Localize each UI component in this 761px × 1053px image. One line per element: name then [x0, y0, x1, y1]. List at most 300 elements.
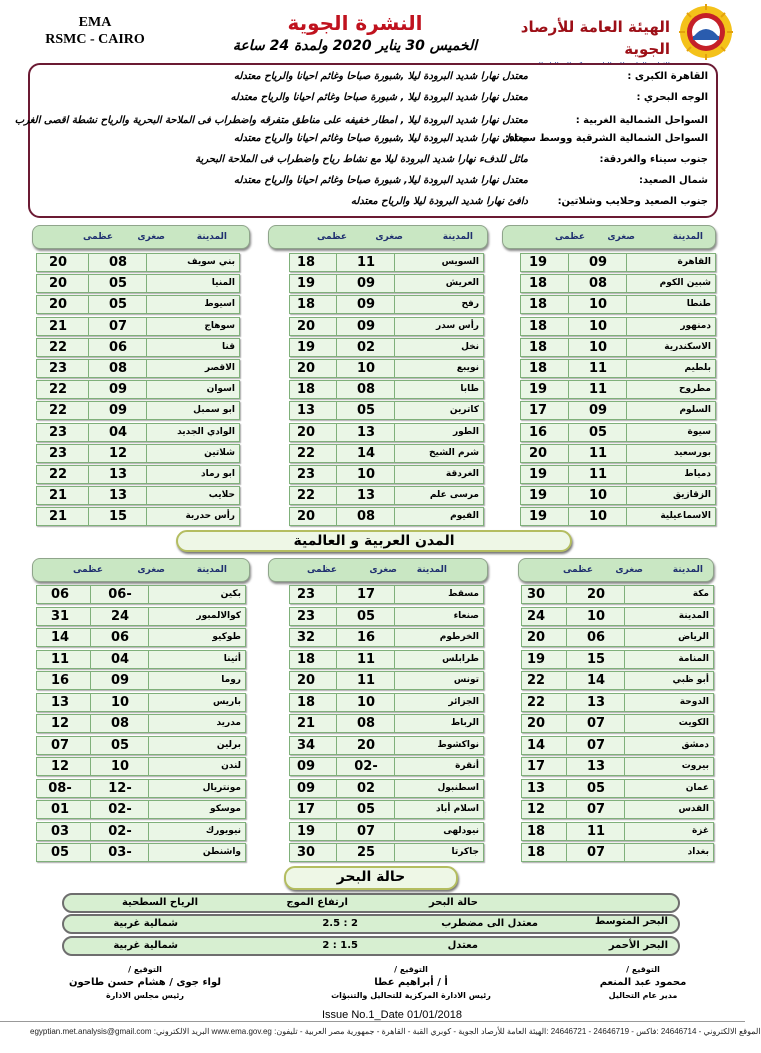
- city-name: الاسماعيلية: [660, 511, 711, 522]
- max-temp: 22: [48, 467, 68, 482]
- header-max: عظمى: [316, 232, 347, 242]
- cell-divider: [568, 339, 569, 356]
- cell-divider: [568, 508, 569, 525]
- max-temp: 20: [48, 276, 68, 292]
- min-temp: -02: [108, 802, 132, 817]
- max-temp: 13: [50, 694, 70, 710]
- cell-divider: [90, 651, 91, 668]
- min-temp: 05: [110, 737, 130, 753]
- table-row: [289, 338, 484, 357]
- table-row: [289, 607, 484, 626]
- cell-divider: [624, 672, 625, 689]
- cell-divider: [568, 360, 569, 377]
- city-name: نويبع: [456, 363, 479, 373]
- region-name: السواحل الشمالية الشرقية ووسط سيناء:: [505, 133, 708, 144]
- min-temp: 10: [110, 694, 130, 710]
- table-row: [521, 800, 714, 819]
- table-row: [36, 359, 240, 378]
- min-temp: 10: [356, 694, 376, 710]
- min-temp: 02: [356, 780, 376, 796]
- city-name: عمان: [685, 782, 709, 793]
- region-forecast: معتدل نهارا شديد البرودة ليلا ,شبورة صباحا وغائم احيانا والرياح معتدله: [233, 71, 528, 82]
- table-row: [520, 465, 716, 484]
- cell-divider: [148, 780, 149, 797]
- cell-divider: [394, 694, 395, 711]
- min-temp: 09: [356, 318, 376, 334]
- table-row: [36, 607, 246, 626]
- cell-divider: [146, 508, 147, 525]
- signatory-name: أ / أبراهيم عطا: [374, 977, 448, 988]
- signatory-title: رئيس مجلس الادارة: [106, 991, 184, 1000]
- city-name: دمنهور: [680, 320, 711, 331]
- min-temp: 09: [588, 403, 608, 419]
- cell-divider: [626, 402, 627, 419]
- city-name: كاترين: [449, 405, 479, 416]
- header-max: عظمى: [306, 565, 337, 575]
- min-temp: 20: [356, 737, 376, 753]
- min-temp: 13: [108, 467, 128, 482]
- min-temp: 10: [588, 297, 608, 313]
- cell-divider: [336, 608, 337, 625]
- cell-divider: [336, 445, 337, 462]
- cell-divider: [146, 402, 147, 419]
- max-temp: 20: [48, 297, 68, 313]
- cell-divider: [88, 487, 89, 504]
- table-row: [36, 736, 246, 755]
- cell-divider: [626, 508, 627, 525]
- cell-divider: [88, 508, 89, 525]
- min-temp: 11: [586, 823, 606, 839]
- table-row: [36, 317, 240, 336]
- cell-divider: [568, 487, 569, 504]
- table-row: [36, 671, 246, 690]
- table-row: [289, 650, 484, 669]
- max-temp: 18: [528, 318, 548, 334]
- header-min: صغرى: [607, 232, 635, 242]
- cell-divider: [336, 672, 337, 689]
- table-row: [36, 714, 246, 733]
- city-name: الوادي الجديد: [177, 426, 235, 437]
- city-name: نواكشوط: [437, 739, 479, 750]
- min-temp: 12: [108, 445, 128, 461]
- cell-divider: [394, 508, 395, 525]
- cell-divider: [394, 780, 395, 797]
- min-temp: 08: [108, 361, 128, 376]
- max-temp: 18: [528, 297, 548, 313]
- bulletin-header: [220, 10, 490, 56]
- table-row: [289, 274, 484, 293]
- city-name: شلاتين: [204, 447, 235, 458]
- table-row: [36, 274, 240, 293]
- max-temp: 23: [296, 608, 316, 624]
- cell-divider: [626, 360, 627, 377]
- city-name: بيروت: [681, 761, 709, 771]
- max-temp: 03: [50, 823, 70, 839]
- max-temp: 22: [48, 382, 68, 398]
- max-temp: -08: [48, 780, 72, 796]
- cell-divider: [626, 487, 627, 504]
- header-min: صغرى: [615, 565, 643, 575]
- cell-divider: [90, 844, 91, 861]
- city-name: اسطنبول: [437, 782, 479, 793]
- cell-divider: [336, 844, 337, 861]
- table-row: [36, 507, 240, 526]
- sea-row-red-sea: [62, 936, 680, 956]
- table-row: [36, 650, 246, 669]
- region-name: السواحل الشمالية الغربية :: [575, 115, 708, 126]
- cell-divider: [394, 339, 395, 356]
- cell-divider: [336, 758, 337, 775]
- min-temp: 10: [110, 759, 130, 774]
- region-forecast: معتدل نهارا شديد البرودة ليلا , شبورة صباحا وغائم احيانا والرياح معتدله: [230, 92, 528, 103]
- cell-divider: [88, 339, 89, 356]
- header-min: صغرى: [369, 565, 397, 575]
- city-name: باريس: [212, 696, 241, 707]
- cell-divider: [626, 296, 627, 313]
- min-temp: 09: [356, 276, 376, 292]
- cell-divider: [568, 424, 569, 441]
- max-temp: 22: [526, 673, 546, 688]
- region-row: [30, 196, 716, 216]
- cell-divider: [626, 445, 627, 462]
- table-row: [36, 380, 240, 399]
- cell-divider: [336, 694, 337, 711]
- bulletin-title: النشرة الجوية: [287, 11, 423, 35]
- issue-number: Issue No.1_Date 01/01/2018: [321, 1009, 463, 1021]
- min-temp: 07: [586, 845, 606, 860]
- city-name: الزقازيق: [672, 490, 711, 501]
- table-row: [520, 423, 716, 442]
- min-temp: 08: [356, 716, 376, 731]
- city-name: اسيوط: [204, 299, 235, 310]
- cell-divider: [88, 381, 89, 398]
- cell-divider: [336, 780, 337, 797]
- max-temp: 12: [50, 759, 70, 774]
- city-name: الغردقة: [445, 469, 479, 479]
- cell-divider: [394, 651, 395, 668]
- max-temp: 30: [296, 845, 316, 860]
- signature-central-admin: [296, 963, 526, 1002]
- cell-divider: [146, 381, 147, 398]
- min-temp: 13: [586, 694, 606, 710]
- table-row: [289, 253, 484, 272]
- max-temp: 18: [528, 276, 548, 292]
- max-temp: 20: [296, 673, 316, 688]
- min-temp: 10: [356, 467, 376, 482]
- max-temp: 19: [528, 255, 548, 270]
- table-row: [36, 800, 246, 819]
- cell-divider: [336, 254, 337, 271]
- table-header-world-left: [32, 558, 250, 582]
- max-temp: 12: [526, 802, 546, 817]
- ema-label: EMA: [78, 15, 112, 30]
- city-name: سوهاج: [204, 320, 235, 331]
- cell-divider: [88, 275, 89, 292]
- min-temp: 09: [356, 297, 376, 313]
- cell-divider: [394, 402, 395, 419]
- table-row: [521, 671, 714, 690]
- cell-divider: [394, 466, 395, 483]
- table-row: [36, 757, 246, 776]
- region-name: الوجه البحري :: [636, 92, 708, 103]
- max-temp: 23: [296, 587, 316, 602]
- min-temp: 09: [108, 382, 128, 398]
- city-name: كوالالمبور: [196, 610, 241, 621]
- cell-divider: [566, 608, 567, 625]
- min-temp: 08: [108, 255, 128, 270]
- cell-divider: [90, 758, 91, 775]
- cell-divider: [626, 381, 627, 398]
- min-temp: 05: [356, 403, 376, 419]
- max-temp: 30: [526, 587, 546, 602]
- cell-divider: [88, 402, 89, 419]
- city-name: لندن: [221, 761, 241, 771]
- min-temp: 20: [586, 587, 606, 602]
- cell-divider: [146, 275, 147, 292]
- max-temp: 19: [528, 382, 548, 398]
- max-temp: 18: [526, 823, 546, 839]
- city-name: نخل: [461, 341, 479, 352]
- max-temp: 22: [296, 488, 316, 504]
- table-row: [289, 486, 484, 505]
- city-name: القاهرة: [677, 257, 711, 267]
- max-temp: 01: [50, 802, 70, 817]
- ema-logo-icon: [676, 4, 736, 60]
- city-name: ابو سمبل: [193, 405, 235, 416]
- city-name: الدوحة: [679, 696, 709, 707]
- cell-divider: [148, 758, 149, 775]
- min-temp: 06: [586, 630, 606, 645]
- max-temp: 18: [528, 361, 548, 376]
- city-name: الجزائر: [448, 696, 479, 707]
- max-temp: 05: [50, 845, 70, 860]
- sea-state: معتدل الى مضطرب: [441, 918, 538, 929]
- rsmc-header: [30, 14, 160, 48]
- city-name: الاقصر: [204, 363, 235, 373]
- max-temp: 23: [48, 424, 68, 440]
- max-temp: 23: [296, 467, 316, 482]
- cell-divider: [566, 651, 567, 668]
- city-name: مسقط: [448, 589, 479, 599]
- cell-divider: [394, 758, 395, 775]
- header-max: عظمى: [82, 232, 113, 242]
- max-temp: 18: [528, 339, 548, 355]
- min-temp: -02: [108, 823, 132, 839]
- table-row: [36, 338, 240, 357]
- min-temp: 13: [108, 488, 128, 504]
- region-row: [30, 71, 716, 91]
- min-temp: 05: [108, 297, 128, 313]
- table-row: [36, 423, 240, 442]
- table-row: [520, 486, 716, 505]
- cell-divider: [88, 296, 89, 313]
- min-temp: 07: [108, 318, 128, 334]
- city-name: بورسعيد: [673, 447, 711, 458]
- table-row: [521, 607, 714, 626]
- cell-divider: [336, 823, 337, 840]
- city-name: دمشق: [681, 739, 709, 750]
- table-row: [520, 317, 716, 336]
- table-row: [520, 401, 716, 420]
- region-row: [30, 133, 716, 153]
- table-row: [289, 317, 484, 336]
- city-name: غزة: [691, 825, 709, 836]
- cell-divider: [566, 715, 567, 732]
- city-name: الفيوم: [450, 511, 479, 522]
- city-name: العريش: [445, 278, 479, 289]
- table-header-egypt-left: [32, 225, 250, 249]
- max-temp: 32: [296, 630, 316, 645]
- cell-divider: [336, 381, 337, 398]
- city-name: مرسى علم: [429, 490, 479, 501]
- header-city: المدينة: [196, 232, 227, 242]
- city-name: الخرطوم: [439, 632, 479, 642]
- table-row: [289, 444, 484, 463]
- sea-table-header: [62, 893, 680, 913]
- min-temp: 08: [588, 276, 608, 292]
- table-row: [36, 465, 240, 484]
- table-row: [289, 736, 484, 755]
- cell-divider: [566, 801, 567, 818]
- cell-divider: [624, 608, 625, 625]
- cell-divider: [148, 844, 149, 861]
- table-row: [521, 843, 714, 862]
- min-temp: 07: [586, 802, 606, 817]
- header-city: المدينة: [442, 232, 473, 242]
- sea-wave: 1.5 : 2: [322, 940, 358, 951]
- cell-divider: [336, 737, 337, 754]
- city-name: اسلام أباد: [436, 804, 479, 814]
- cell-divider: [566, 586, 567, 603]
- cell-divider: [148, 801, 149, 818]
- min-temp: 11: [588, 467, 608, 482]
- max-temp: 17: [296, 802, 316, 817]
- table-row: [36, 444, 240, 463]
- cell-divider: [394, 629, 395, 646]
- table-row: [521, 650, 714, 669]
- max-temp: 16: [50, 673, 70, 688]
- city-name: نيويورك: [205, 825, 241, 836]
- table-row: [289, 800, 484, 819]
- table-row: [520, 253, 716, 272]
- city-name: قنا: [222, 341, 235, 352]
- region-row: [14, 115, 716, 135]
- table-row: [289, 295, 484, 314]
- cell-divider: [394, 844, 395, 861]
- max-temp: 19: [526, 651, 546, 667]
- table-row: [289, 585, 484, 604]
- cell-divider: [568, 381, 569, 398]
- cell-divider: [394, 318, 395, 335]
- city-name: مكة: [692, 589, 709, 599]
- cell-divider: [394, 801, 395, 818]
- city-name: مونتريال: [202, 782, 241, 793]
- table-row: [289, 779, 484, 798]
- max-temp: 19: [296, 823, 316, 839]
- min-temp: 05: [356, 608, 376, 624]
- header-city: المدينة: [196, 565, 227, 575]
- min-temp: 04: [108, 424, 128, 440]
- min-temp: 05: [586, 780, 606, 796]
- cell-divider: [336, 318, 337, 335]
- cell-divider: [148, 629, 149, 646]
- signature-chairman: [40, 963, 250, 1002]
- footer-contact-text: egyptian.met.analysis@gmail.com :البريد الالكتروني www.ema.gov.eg :الموقع الالكتروني - 24646714 :فاكس - 24646719 - 24646721 :الهيئة العامة للأرصاد الجوية - كوبري القبة - القاهرة - جمهورية مصر العربية - تليفون: [30, 1027, 761, 1036]
- table-row: [289, 671, 484, 690]
- max-temp: 18: [296, 694, 316, 710]
- cell-divider: [566, 694, 567, 711]
- city-name: بني سويف: [187, 257, 235, 267]
- max-temp: 34: [296, 737, 316, 753]
- signatory-title: رئيس الادارة المركزية للتحاليل والتنبؤات: [331, 991, 491, 1000]
- cell-divider: [394, 360, 395, 377]
- city-name: طرابلس: [442, 653, 479, 664]
- table-row: [520, 359, 716, 378]
- city-name: موسكو: [210, 804, 241, 814]
- footer-contact: [0, 1021, 761, 1053]
- table-row: [289, 423, 484, 442]
- city-name: أبو ظبي: [672, 675, 709, 685]
- table-row: [520, 507, 716, 526]
- cell-divider: [624, 844, 625, 861]
- table-row: [36, 295, 240, 314]
- min-temp: 11: [356, 651, 376, 667]
- table-row: [36, 843, 246, 862]
- table-row: [289, 843, 484, 862]
- region-forecast: دافئ نهارا شديد البرودة ليلا والرياح معتدله: [350, 196, 528, 207]
- city-name: المدينة: [678, 610, 709, 621]
- cell-divider: [394, 608, 395, 625]
- city-name: رفح: [461, 299, 479, 310]
- cell-divider: [146, 339, 147, 356]
- min-temp: 08: [356, 382, 376, 398]
- cell-divider: [394, 424, 395, 441]
- cell-divider: [626, 254, 627, 271]
- sea-name: البحر الأحمر: [608, 940, 668, 951]
- sea-row-mediterranean: [62, 914, 680, 934]
- max-temp: 11: [50, 651, 70, 667]
- city-name: شبين الكوم: [659, 278, 711, 289]
- header-max: عظمى: [562, 565, 593, 575]
- cell-divider: [566, 758, 567, 775]
- cell-divider: [624, 586, 625, 603]
- sea-wind: شمالية غربية: [113, 918, 178, 929]
- region-name: القاهرة الكبرى :: [627, 71, 708, 82]
- min-temp: 07: [356, 823, 376, 839]
- sea-header-wind: الرياح السطحية: [121, 897, 198, 908]
- city-name: رأس سدر: [435, 320, 479, 331]
- max-temp: 18: [526, 845, 546, 860]
- cell-divider: [336, 402, 337, 419]
- cell-divider: [568, 445, 569, 462]
- city-name: صنعاء: [453, 610, 479, 621]
- cell-divider: [394, 487, 395, 504]
- min-temp: 06: [110, 630, 130, 645]
- max-temp: 17: [526, 759, 546, 774]
- cell-divider: [90, 801, 91, 818]
- region-row: [30, 175, 716, 195]
- cell-divider: [146, 424, 147, 441]
- max-temp: 20: [528, 445, 548, 461]
- city-name: الرياض: [678, 632, 709, 642]
- city-name: نيودلهى: [443, 825, 479, 836]
- min-temp: 07: [586, 737, 606, 753]
- city-name: تونس: [453, 675, 479, 685]
- cell-divider: [336, 651, 337, 668]
- min-temp: 10: [588, 509, 608, 525]
- max-temp: 22: [48, 339, 68, 355]
- city-name: شرم الشيخ: [429, 447, 479, 458]
